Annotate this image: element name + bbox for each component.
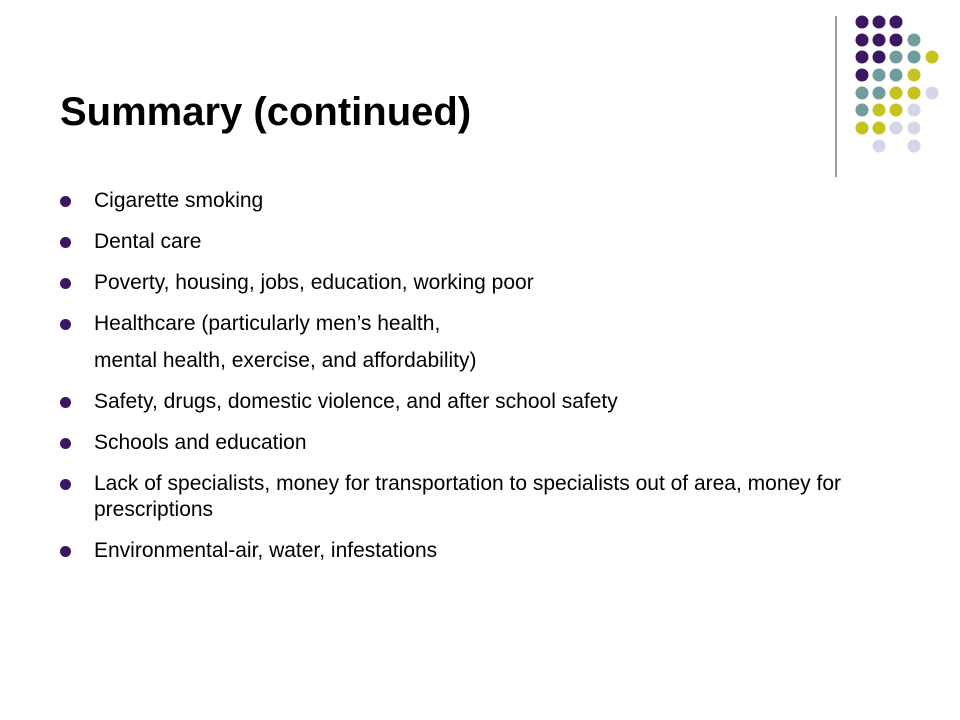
decorative-dot [908,104,921,117]
decorative-dot [873,34,886,47]
decorative-dot [890,69,903,82]
bullet-text: Lack of specialists, money for transportation to specialists out of area, money for prescriptions [94,472,842,521]
bullet-dot-icon [60,196,71,207]
decorative-dot [908,140,921,153]
decorative-dot [926,51,939,64]
bullet-text: Healthcare (particularly men’s health, [94,312,441,335]
decorative-dot [908,51,921,64]
bullet-item [60,311,920,337]
decorative-dot [873,51,886,64]
decorative-dot [856,69,869,82]
decorative-dot [873,69,886,82]
bullet-text: Environmental-air, water, infestations [94,539,438,562]
slide-title: Summary (continued) [60,90,472,134]
decorative-dot [890,104,903,117]
bullet-dot-icon [60,438,71,449]
bullet-item [60,389,920,415]
decorative-dot [926,87,939,100]
bullet-item [60,229,920,255]
bullet-dot-icon [60,319,71,330]
decorative-dot [873,140,886,153]
bullet-dot-icon [60,546,71,557]
decorative-dot [890,87,903,100]
decorative-dot [908,34,921,47]
bullet-list [60,188,920,579]
bullet-text: Safety, drugs, domestic violence, and after school safety [94,390,618,413]
decorative-dot [873,87,886,100]
decorative-dot [908,87,921,100]
bullet-continuation [60,348,920,374]
bullet-dot-icon [60,237,71,248]
decorative-dot [908,69,921,82]
bullet-text: Schools and education [94,431,307,454]
dot-grid-decoration [820,10,960,180]
bullet-text: Dental care [94,230,202,253]
bullet-item [60,270,920,296]
decorative-dot [890,122,903,135]
bullet-item [60,471,920,523]
bullet-dot-icon [60,479,71,490]
bullet-text: mental health, exercise, and affordability) [94,349,477,372]
decorative-dot [890,16,903,29]
dot-grid [856,16,939,153]
decorative-dot [873,104,886,117]
decorative-dot [890,51,903,64]
decorative-dot [856,122,869,135]
bullet-item [60,430,920,456]
bullet-text: Poverty, housing, jobs, education, working poor [94,271,534,294]
decorative-dot [856,51,869,64]
bullet-dot-icon [60,397,71,408]
decorative-dot [856,104,869,117]
decorative-dot [856,87,869,100]
decorative-dot [856,34,869,47]
decorative-dot [890,34,903,47]
bullet-dot-icon [60,278,71,289]
decorative-dot [856,16,869,29]
bullet-text: Cigarette smoking [94,189,264,212]
decorative-dot [873,16,886,29]
decorative-dot [873,122,886,135]
decorative-dot [908,122,921,135]
bullet-item [60,538,920,564]
bullet-item [60,188,920,214]
